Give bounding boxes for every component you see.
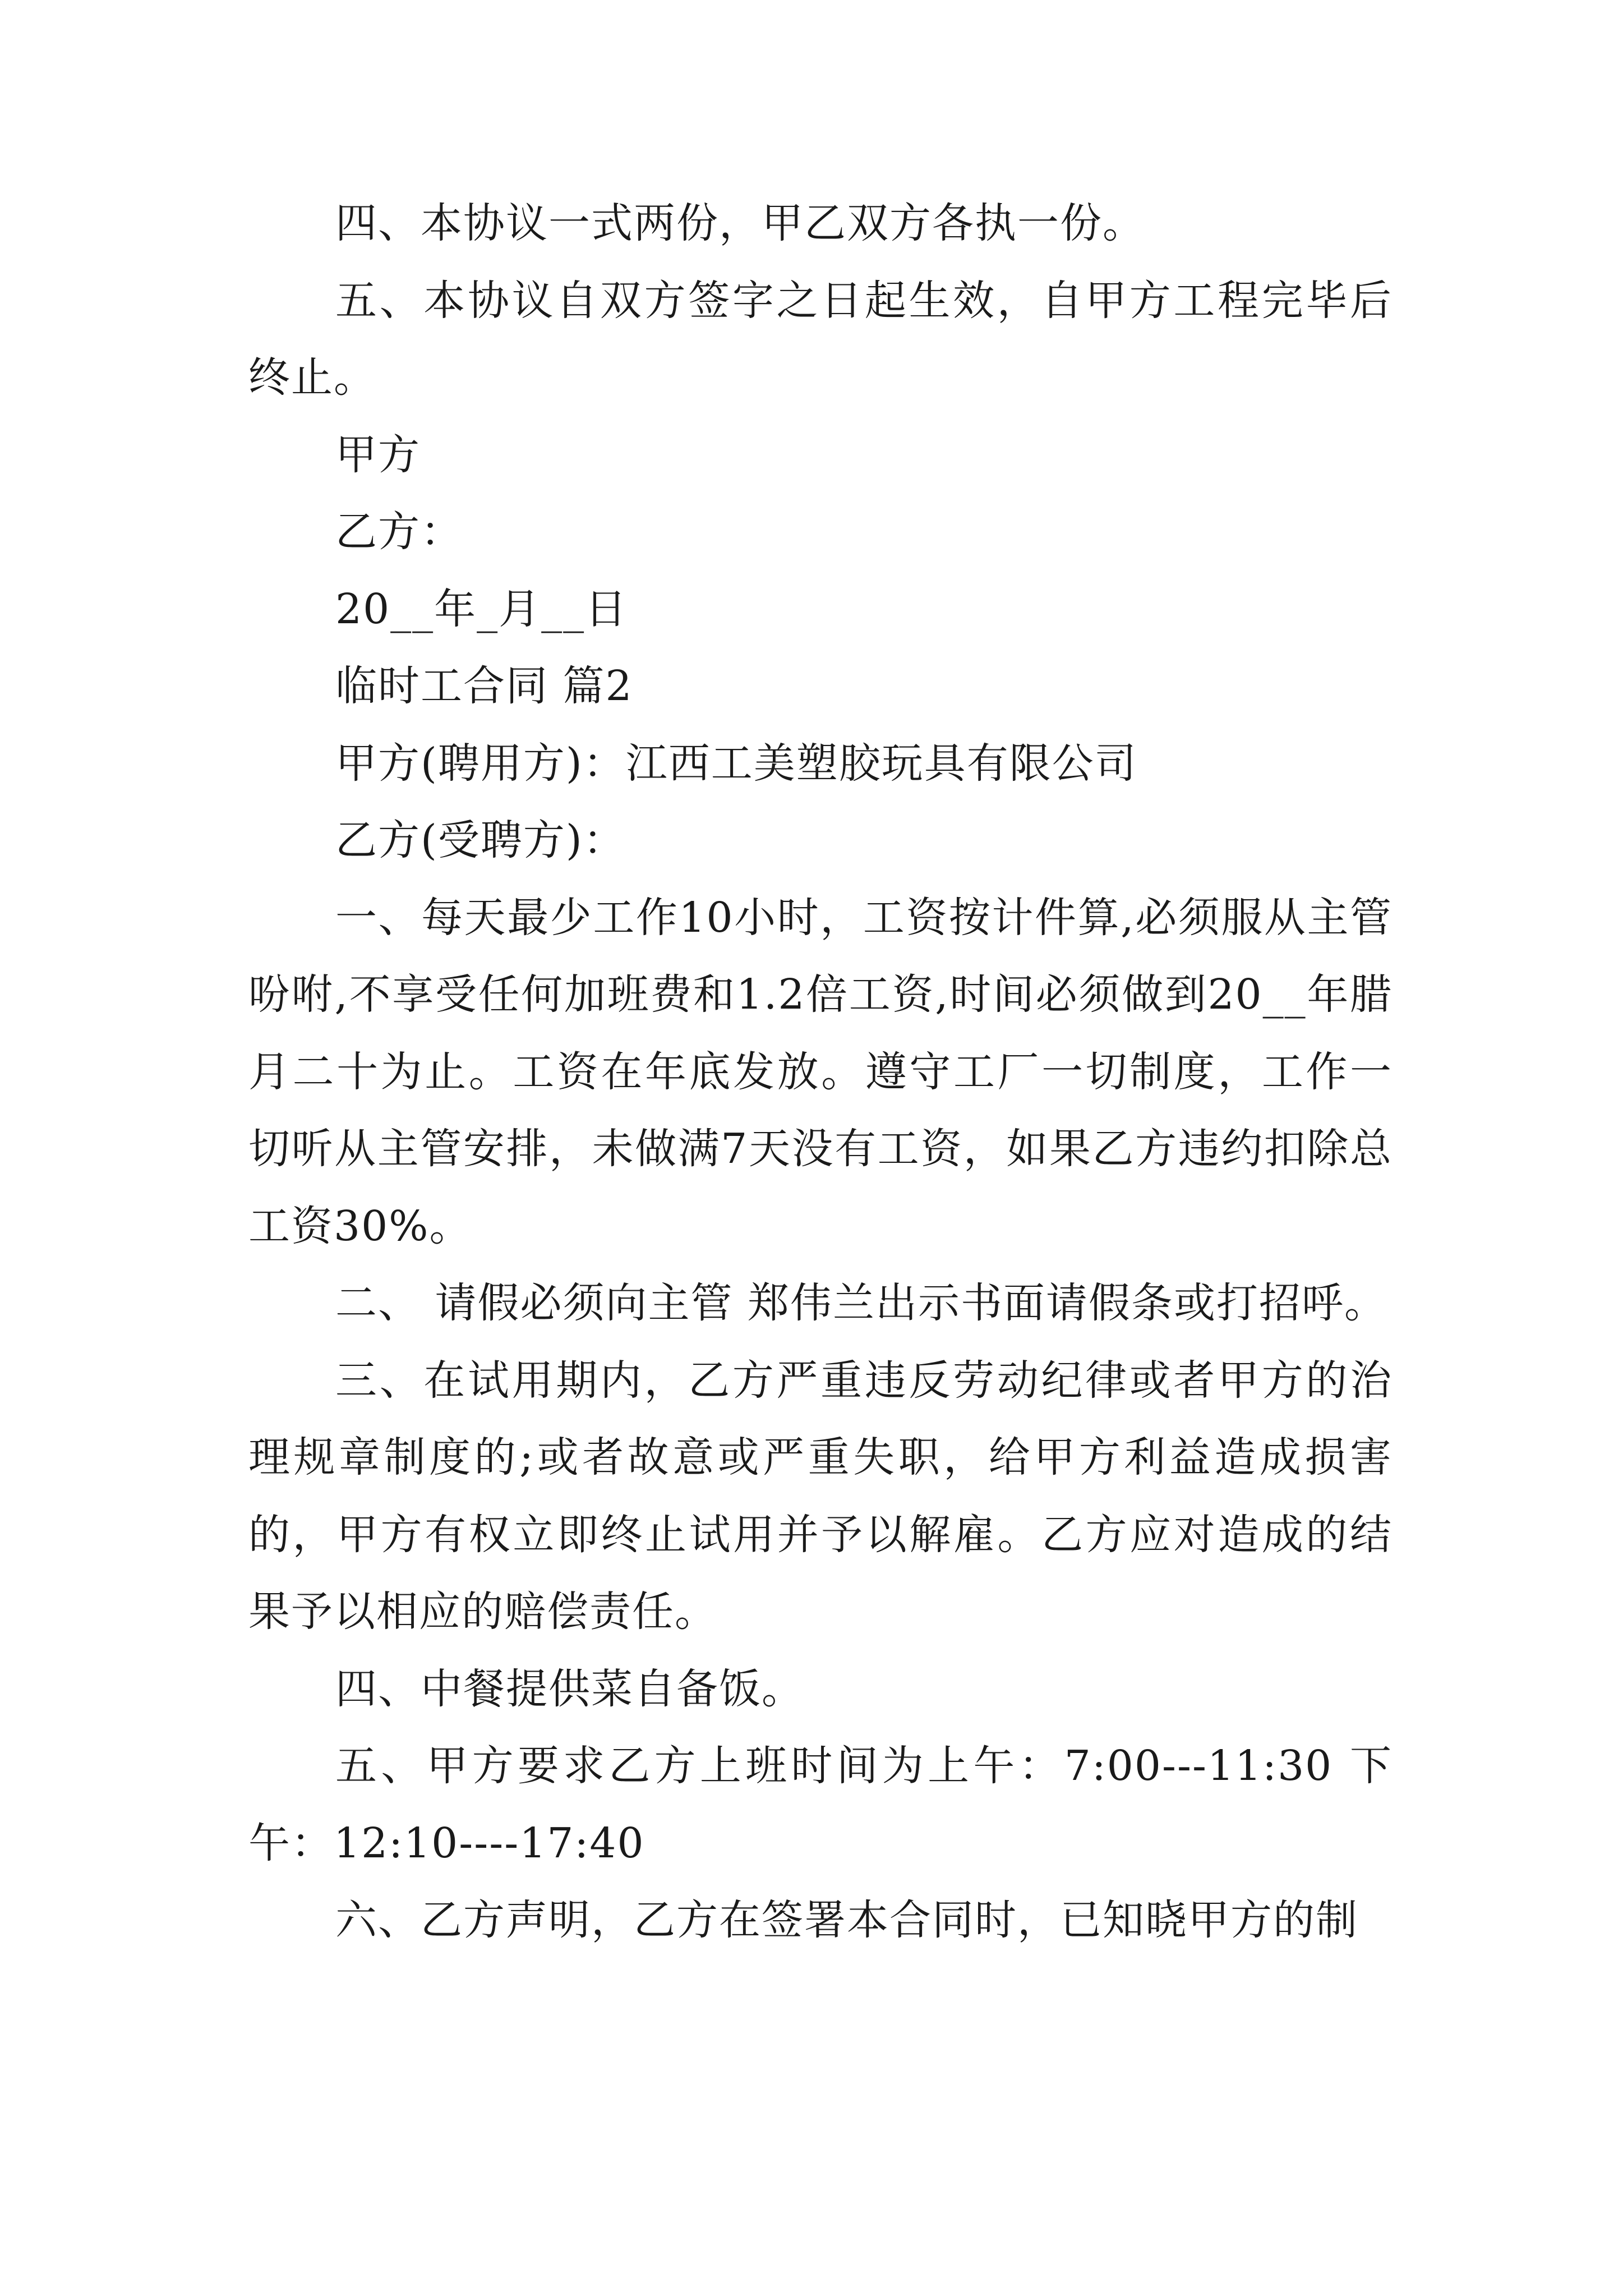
- clause-four-meals: 四、中餐提供菜自备饭。: [335, 1664, 804, 1713]
- employee-line: 乙方(受聘方)：: [335, 816, 626, 864]
- party-b-signature-label: 乙方：: [335, 508, 463, 556]
- date-line: 20__年_月__日: [335, 585, 628, 633]
- party-a-signature-label: 甲方: [335, 430, 421, 479]
- clause-four-copies: 四、本协议一式两份，甲乙双方各执一份。: [335, 199, 1145, 247]
- clause-five-schedule: 五、甲方要求乙方上班时间为上午：7:00---11:30 下午：12:10----17:40: [248, 1742, 1393, 1867]
- document-body: [248, 185, 1393, 1959]
- clause-three-probation: 三、在试用期内，乙方严重违反劳动纪律或者甲方的治理规章制度的;或者故意或严重失职，给甲方利益造成损害的，甲方有权立即终止试用并予以解雇。乙方应对造成的结果予以相应的赔偿责任。: [248, 1356, 1393, 1636]
- clause-one-work-hours: 一、每天最少工作10小时，工资按计件算,必须服从主管吩咐,不享受任何加班费和1.2倍工资,时间必须做到20__年腊月二十为止。工资在年底发放。遵守工厂一切制度，工作一切听从主管安排，未做满7天没有工资，如果乙方违约扣除总工资30%。: [248, 893, 1393, 1250]
- section-title: 临时工合同 篇2: [335, 662, 633, 710]
- clause-two-leave: 二、 请假必须向主管 郑伟兰出示书面请假条或打招呼。: [335, 1279, 1387, 1327]
- clause-five-effective: 五、本协议自双方签字之日起生效，自甲方工程完毕后终止。: [248, 276, 1393, 402]
- employer-line: 甲方(聘用方)：江西工美塑胶玩具有限公司: [335, 739, 1137, 788]
- clause-six-declaration: 六、乙方声明，乙方在签署本合同时，已知晓甲方的制: [335, 1896, 1358, 1944]
